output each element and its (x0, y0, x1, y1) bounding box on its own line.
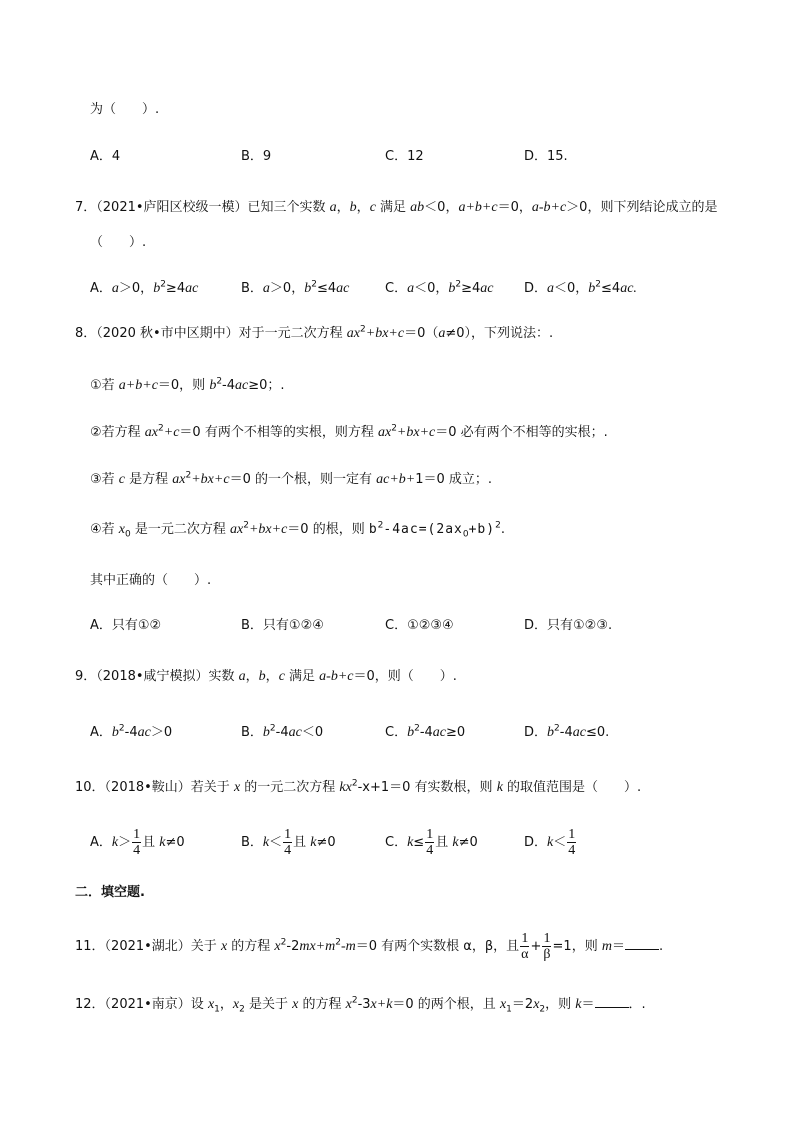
q7-option-a: A．a＞0，$b^2\ge 4ac$ (90, 279, 199, 296)
q7-option-d: D．a＜0，$b^2\le 4ac$. (524, 279, 637, 296)
fraction: $\frac{1}{4}$ (426, 827, 434, 858)
q10-stem: 10．（2018•鞍山）若关于 x 的一元二次方程 $kx^2-x+1=0$ 有实数根，则 k 的取值范围是（ ）. (75, 778, 642, 795)
q6-option-b: B．9 (241, 149, 272, 164)
q9-stem: 9．（2018•咸宁模拟）实数 a，b，c 满足 a-b+c＝0，则（ ）. (75, 669, 457, 684)
answer-blank[interactable] (595, 995, 629, 1008)
q8-stem: 8．（2020 秋•市中区期中）对于一元二次方程 $ax^2+bx+c=0(a\ne 0)$，下列说法：. (75, 324, 554, 341)
fraction-alpha: $\frac{1}{\alpha}$ (521, 931, 529, 962)
answer-blank[interactable] (625, 937, 659, 950)
q6-option-c: C．12 (385, 149, 424, 164)
q9-option-b: B．$b^2-4ac<0$ (241, 723, 324, 740)
q8-option-c: C．①②③④ (385, 618, 454, 633)
q6-option-a: A．4 (90, 149, 121, 164)
section-title-fill-in: 二．填空题. (75, 885, 145, 900)
q7-option-c: C．a＜0，$b^2\ge 4ac$ (385, 279, 494, 296)
q8-option-d: D．只有①②③. (524, 618, 613, 633)
q8-statement-2: ②若方程 $ax^2+c=0$ 有两个不相等的实根，则方程 $ax^2+bx+c=0$ 必有两个不相等的实根；. (90, 423, 608, 440)
fraction-beta: $\frac{1}{\beta}$ (543, 931, 551, 962)
q10-option-c: C．k≤ $\frac{1}{4}$ 且 k≠0 (385, 827, 478, 858)
q9-option-a: A．$b^2-4ac>0$ (90, 723, 173, 740)
q10-option-a: A．k＞ $\frac{1}{4}$ 且 k≠0 (90, 827, 185, 858)
q7-stem-line2: （ ）. (90, 235, 147, 250)
q6-stem-tail: 为（ ）. (90, 102, 160, 117)
q8-question: 其中正确的（ ）. (90, 573, 212, 588)
q7-stem: 7．（2021•庐阳区校级一模）已知三个实数 a，b，c 满足 ab＜0，a+b+c＝0，a-b+c＞0，则下列结论成立的是 (75, 200, 718, 215)
fraction: $\frac{1}{4}$ (284, 827, 292, 858)
q8-statement-3: ③若 c 是方程 $ax^2+bx+c=0$ 的一个根，则一定有 ac+b+1＝0 成立；. (90, 470, 493, 487)
q10-option-d: D．k＜ $\frac{1}{4}$ (524, 827, 576, 858)
q8-statement-1: ①若 a+b+c＝0，则 $b^2-4ac\ge 0$；. (90, 376, 285, 393)
q9-option-c: C．$b^2-4ac\ge 0$ (385, 723, 466, 740)
q12-stem: 12．（2021•南京）设 $x_1$，$x_2$ 是关于 x 的方程 $x^2-3x+k=0$ 的两个根，且 $x_1=2x_2$，则 k＝ ．. (75, 995, 646, 1015)
q11-stem: 11．（2021•湖北）关于 x 的方程 $x^2-2mx+m^2-m=0$ 有两个实数根 α，β，且 $\frac{1}{\alpha}$ + $\frac{1}{\beta}$ =1，则 m＝ . (75, 931, 664, 962)
q8-statement-4: ④若 $x_0$ 是一元二次方程 $ax^2+bx+c=0$ 的根，则 $b^2-4ac=(2ax_0+b)^2$. (90, 520, 505, 540)
q8-option-b: B．只有①②④ (241, 618, 324, 633)
q6-option-d: D．15. (524, 149, 568, 164)
q9-option-d: D．$b^2-4ac\le 0$. (524, 723, 610, 740)
q10-option-b: B．k＜ $\frac{1}{4}$ 且 k≠0 (241, 827, 336, 858)
q7-option-b: B．a＞0，$b^2\le 4ac$ (241, 279, 350, 296)
fraction: $\frac{1}{4}$ (568, 827, 576, 858)
q8-option-a: A．只有①② (90, 618, 162, 633)
fraction: $\frac{1}{4}$ (133, 827, 141, 858)
